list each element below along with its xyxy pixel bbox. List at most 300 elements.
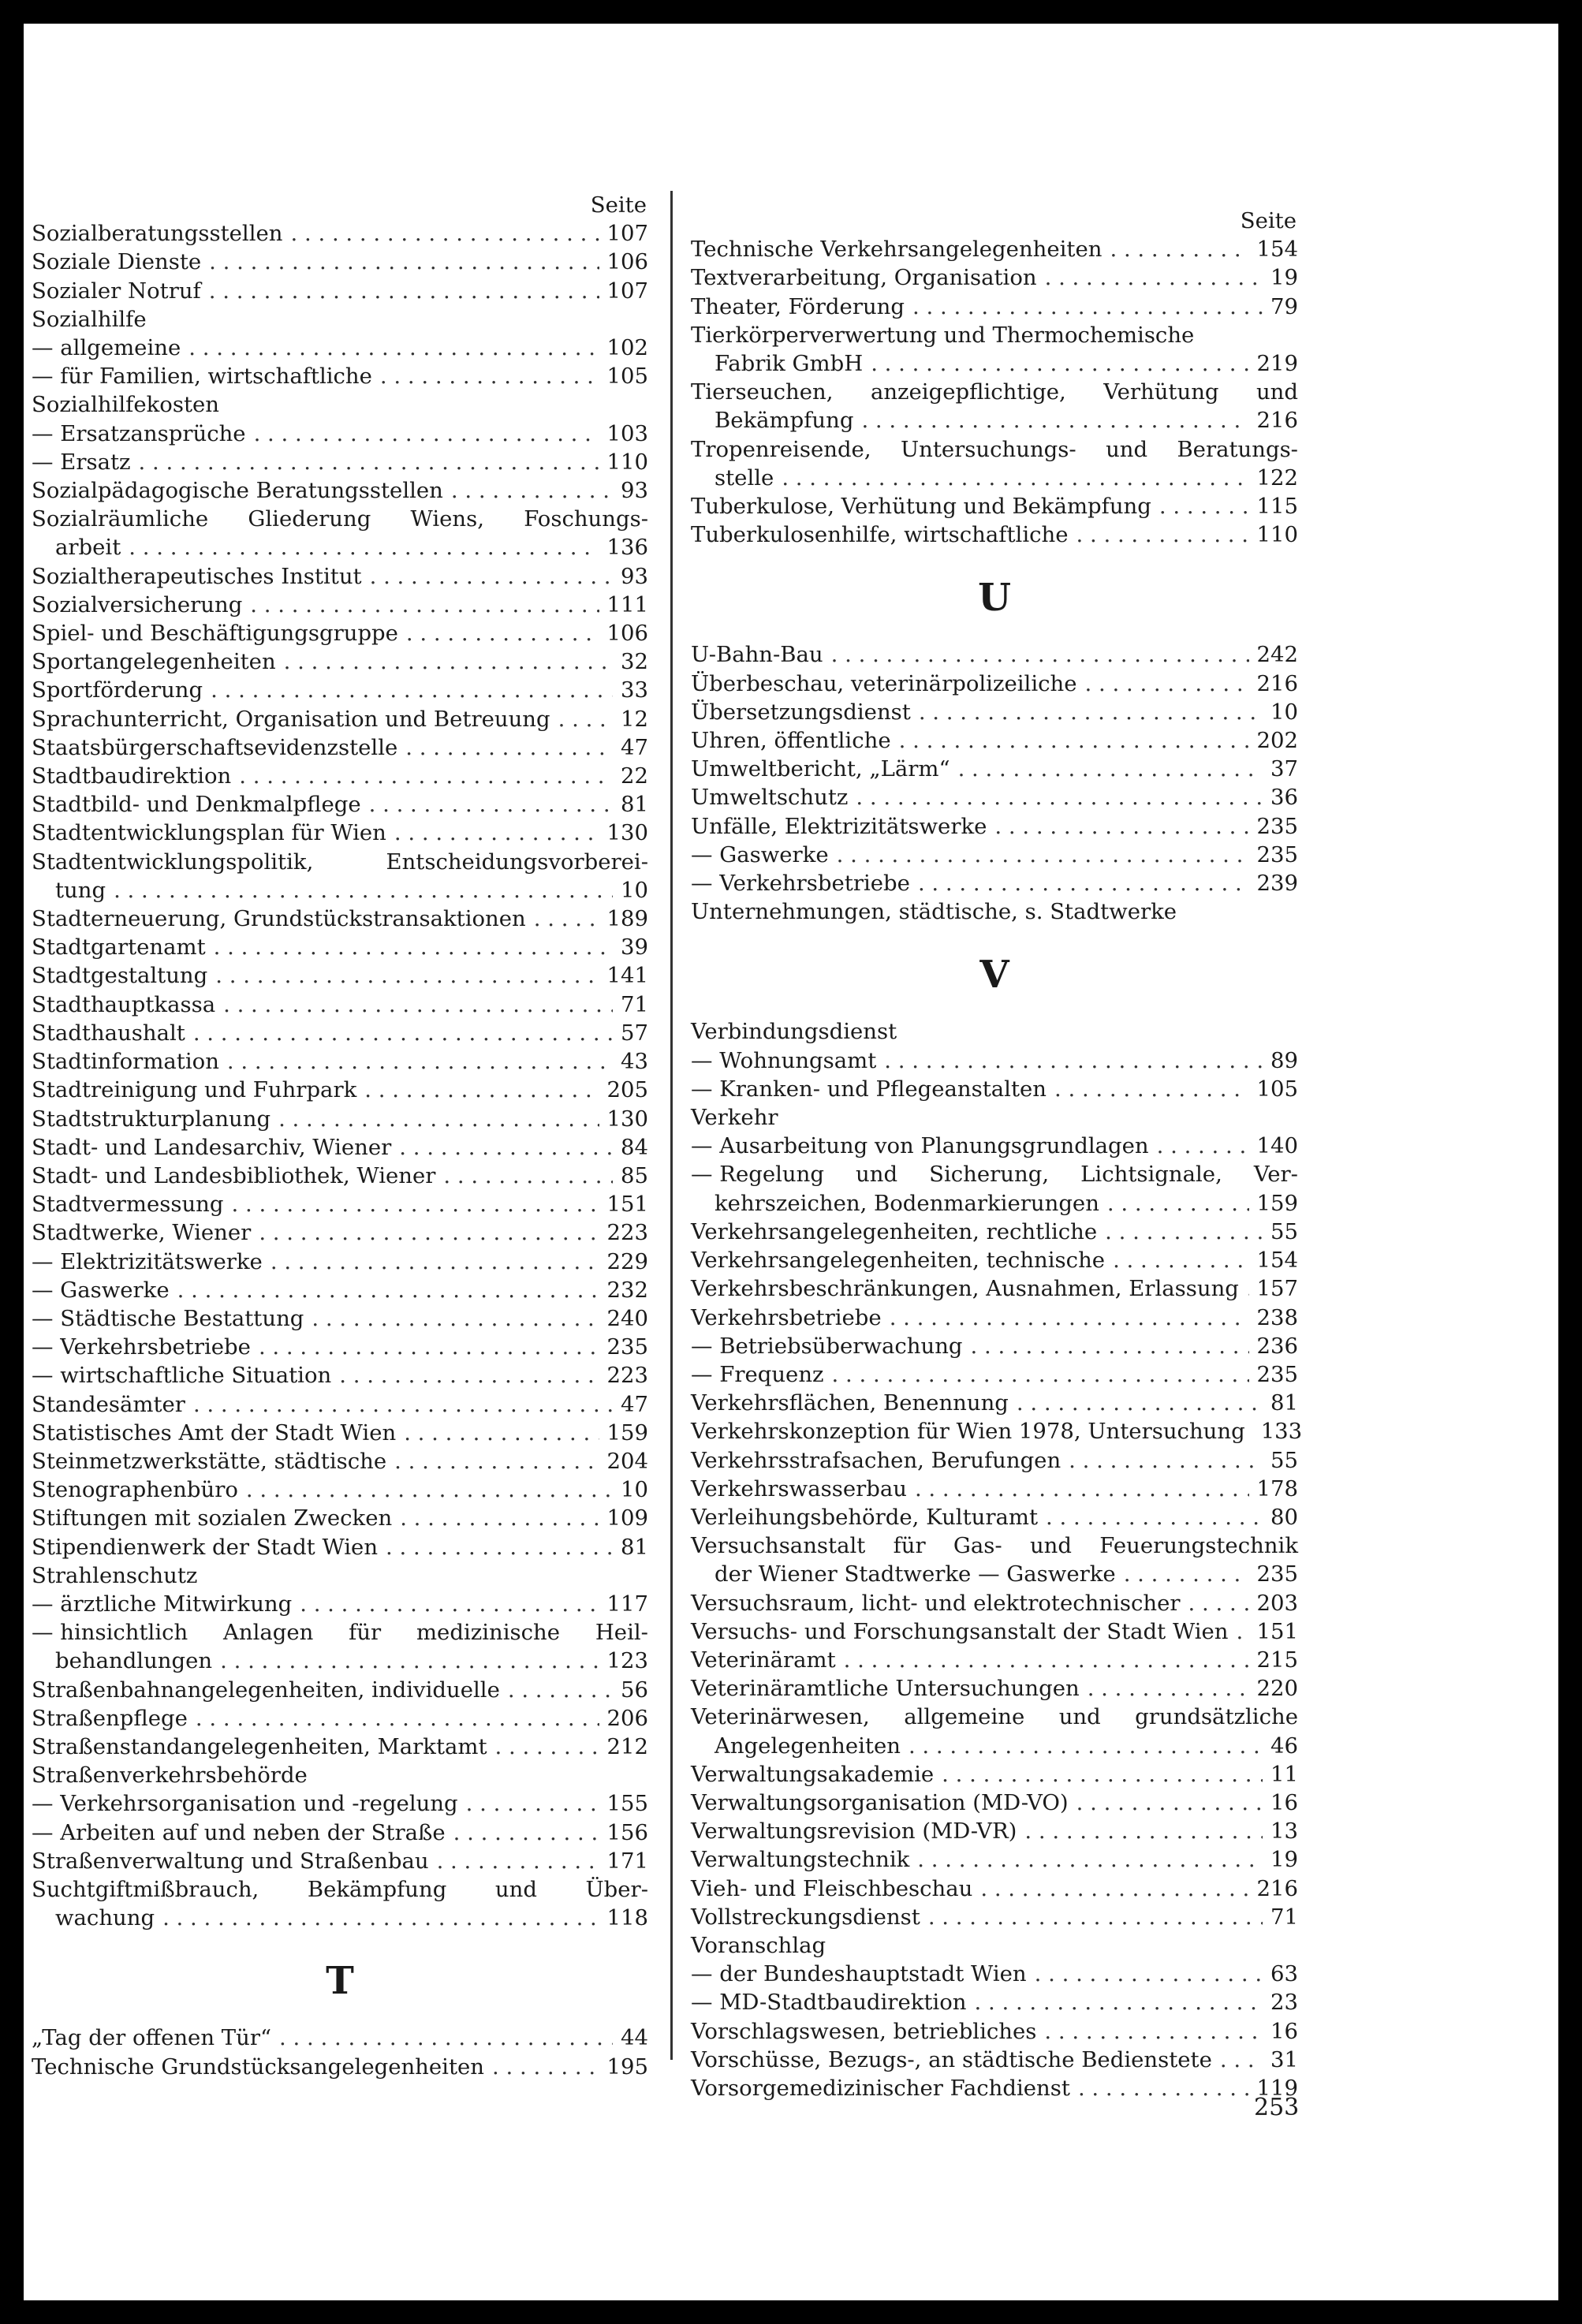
- dot-leader: [437, 1847, 599, 1875]
- entry-page-number: 10: [621, 877, 648, 903]
- entry-word: Feuerungstechnik: [1099, 1533, 1298, 1559]
- entry-term: Stadtgestaltung: [32, 963, 208, 989]
- entry-page-number: 130: [606, 1106, 648, 1132]
- dot-leader: [1069, 1446, 1263, 1475]
- index-entry: [691, 2046, 1298, 2074]
- dot-leader: [871, 349, 1248, 378]
- index-entry: [691, 464, 1298, 492]
- index-entry: [32, 1304, 648, 1333]
- dot-leader: [1046, 1503, 1263, 1531]
- dot-leader: [890, 1304, 1249, 1332]
- index-entry: [691, 1674, 1298, 1703]
- entry-word: Über-: [585, 1876, 648, 1902]
- entry-page-number: 155: [606, 1791, 648, 1817]
- index-entry: [32, 1047, 648, 1076]
- entry-term: Stadt- und Landesbibliothek, Wiener: [32, 1162, 436, 1188]
- index-heading-entry: Tierkörperverwertung und Thermochemische: [691, 322, 1195, 348]
- dot-leader: [369, 790, 613, 819]
- entry-page-number: 159: [606, 1419, 648, 1446]
- entry-page-number: 216: [1256, 670, 1298, 696]
- index-entry: [691, 263, 1298, 292]
- dot-leader: [917, 1845, 1263, 1874]
- index-entry: [691, 406, 1298, 435]
- dot-leader: [831, 640, 1249, 669]
- entry-page-number: 55: [1270, 1218, 1298, 1244]
- dot-leader: [1088, 1674, 1249, 1703]
- entry-page-number: 130: [606, 820, 648, 846]
- entry-term: — Kranken- und Pflegeanstalten: [691, 1076, 1047, 1102]
- entry-word: Veterinärwesen,: [691, 1704, 870, 1730]
- entry-term: Überbeschau, veterinärpolizeiliche: [691, 670, 1077, 696]
- entry-page-number: 110: [606, 449, 648, 475]
- entry-page-number: 117: [606, 1591, 648, 1617]
- dot-leader: [1113, 1246, 1248, 1274]
- index-entry: [32, 420, 648, 448]
- index-heading-entry: Unternehmungen, städtische, s. Stadtwerke: [691, 899, 1177, 925]
- entry-term: Straßenstandangelegenheiten, Marktamt: [32, 1733, 487, 1759]
- index-entry: [691, 1960, 1298, 1988]
- entry-page-number: 235: [1256, 1361, 1298, 1387]
- entry-term: — Wohnungsamt: [691, 1047, 877, 1073]
- entry-term: Verkehrsbetriebe: [691, 1304, 882, 1330]
- dot-leader: [832, 1360, 1249, 1389]
- index-entry-wrapped-line: [32, 1875, 648, 1904]
- entry-word: Foschungs-: [524, 506, 648, 532]
- dot-leader: [975, 1988, 1263, 2016]
- entry-term: Vollstreckungsdienst: [691, 1904, 920, 1930]
- entry-page-number: 203: [1256, 1590, 1298, 1616]
- entry-term: Theater, Förderung: [691, 293, 905, 319]
- entry-page-number: 55: [1270, 1447, 1298, 1473]
- dot-leader: [971, 1332, 1249, 1360]
- index-heading-entry: Verkehr: [691, 1105, 778, 1131]
- index-entry: [32, 705, 648, 733]
- entry-page-number: 235: [606, 1334, 648, 1360]
- entry-page-number: 195: [606, 2054, 648, 2080]
- dot-leader: [558, 705, 613, 733]
- entry-word: Sicherung,: [929, 1162, 1050, 1188]
- index-entry: [691, 1646, 1298, 1674]
- entry-term: kehrszeichen, Bodenmarkierungen: [715, 1190, 1099, 1216]
- index-entry: [691, 670, 1298, 698]
- index-entry: [691, 1475, 1298, 1503]
- entry-page-number: 216: [1256, 408, 1298, 434]
- dot-leader: [451, 476, 613, 505]
- entry-page-number: 239: [1256, 871, 1298, 897]
- index-entry: [32, 1248, 648, 1276]
- dot-leader: [1159, 492, 1249, 520]
- dot-leader: [196, 1704, 599, 1733]
- index-entry: [32, 819, 648, 847]
- section-letter-heading: T: [326, 1959, 354, 2004]
- index-entry: [32, 2053, 648, 2081]
- index-entry-wrapped-line: [691, 435, 1298, 464]
- entry-page-number: 33: [621, 677, 648, 703]
- dot-leader: [1237, 1617, 1249, 1646]
- entry-term: Verwaltungsorganisation (MD-VO): [691, 1789, 1069, 1815]
- entry-term: U-Bahn-Bau: [691, 642, 823, 668]
- entry-page-number: 46: [1270, 1733, 1298, 1759]
- entry-page-number: 118: [606, 1905, 648, 1931]
- entry-term: Fabrik GmbH: [715, 351, 864, 377]
- entry-term: „Tag der offenen Tür“: [32, 2025, 272, 2051]
- index-entry: [32, 933, 648, 961]
- entry-term: — Gaswerke: [32, 1277, 170, 1303]
- dot-leader: [259, 1333, 599, 1361]
- dot-leader: [227, 1047, 613, 1076]
- index-entry: [691, 1789, 1298, 1817]
- entry-word: und: [1029, 1533, 1072, 1559]
- dot-leader: [246, 1475, 613, 1504]
- entry-word: Wiens,: [410, 506, 484, 532]
- dot-leader: [1078, 2074, 1249, 2102]
- entry-term: — Verkehrsorganisation und -regelung: [32, 1791, 458, 1817]
- entry-term: Sozialversicherung: [32, 591, 243, 617]
- index-entry: [32, 1133, 648, 1162]
- entry-page-number: 212: [606, 1733, 648, 1759]
- entry-page-number: 47: [621, 1391, 648, 1417]
- entry-page-number: 57: [621, 1020, 648, 1046]
- entry-word: Heil-: [595, 1620, 648, 1646]
- entry-term: Stadthauptkassa: [32, 991, 216, 1017]
- dot-leader: [370, 562, 613, 591]
- entry-term: — für Familien, wirtschaftliche: [32, 364, 372, 390]
- entry-page-number: 206: [606, 1705, 648, 1731]
- dot-leader: [271, 1248, 599, 1276]
- entry-page-number: 103: [606, 420, 648, 446]
- entry-word: Bekämpfung: [307, 1876, 447, 1902]
- index-entry: [32, 591, 648, 619]
- entry-word: Sozialräumliche: [32, 506, 209, 532]
- entry-page-number: 81: [1270, 1390, 1298, 1416]
- entry-page-number: 56: [621, 1677, 648, 1703]
- entry-term: Vorschüsse, Bezugs-, an städtische Bedienstete: [691, 2046, 1212, 2072]
- entry-term: Technische Grundstücksangelegenheiten: [32, 2054, 484, 2080]
- entry-page-number: 220: [1256, 1676, 1298, 1702]
- index-entry: [691, 1246, 1298, 1274]
- dot-leader: [215, 961, 599, 990]
- dot-leader: [495, 1733, 599, 1761]
- entry-word: medizinische: [416, 1620, 561, 1646]
- index-entry: [32, 533, 648, 561]
- entry-term: — Ersatzansprüche: [32, 420, 246, 446]
- entry-page-number: 151: [606, 1192, 648, 1218]
- index-heading-entry: Sozialhilfe: [32, 306, 147, 332]
- dot-leader: [239, 762, 613, 790]
- index-column-right: [691, 207, 1303, 2102]
- index-entry: [691, 1189, 1298, 1218]
- entry-page-number: 93: [621, 563, 648, 589]
- index-entry: [32, 990, 648, 1019]
- entry-term: — der Bundeshauptstadt Wien: [691, 1961, 1027, 1987]
- index-entry-wrapped-line: [691, 378, 1298, 406]
- entry-term: Uhren, öffentliche: [691, 728, 891, 754]
- index-entry: [32, 961, 648, 990]
- entry-page-number: 111: [606, 591, 648, 617]
- entry-term: Stadtbild- und Denkmalpflege: [32, 792, 361, 818]
- dot-leader: [443, 1162, 613, 1190]
- entry-term: — allgemeine: [32, 335, 181, 361]
- entry-term: wachung: [55, 1905, 155, 1931]
- index-entry: [32, 1647, 648, 1675]
- entry-term: Veterinäramtliche Untersuchungen: [691, 1676, 1080, 1702]
- entry-term: der Wiener Stadtwerke — Gaswerke: [715, 1561, 1116, 1587]
- entry-page-number: 81: [621, 792, 648, 818]
- entry-page-number: 178: [1256, 1475, 1298, 1501]
- index-entry-wrapped-line: [32, 848, 648, 876]
- dot-leader: [364, 1076, 599, 1104]
- dot-leader: [209, 248, 599, 276]
- entry-word: Gliederung: [248, 506, 371, 532]
- entry-term: Versuchsraum, licht- und elektrotechnischer: [691, 1590, 1181, 1616]
- dot-leader: [1054, 1075, 1249, 1103]
- entry-page-number: 63: [1270, 1961, 1298, 1987]
- dot-leader: [958, 755, 1263, 783]
- entry-page-number: 219: [1256, 351, 1298, 377]
- entry-page-number: 216: [1256, 1875, 1298, 1901]
- entry-term: Stadtreinigung und Fuhrpark: [32, 1077, 357, 1103]
- dot-leader: [534, 905, 599, 933]
- dot-leader: [466, 1789, 599, 1818]
- entry-page-number: 235: [1256, 1561, 1298, 1587]
- entry-page-number: 136: [606, 535, 648, 561]
- entry-term: — ärztliche Mitwirkung: [32, 1591, 293, 1617]
- entry-term: behandlungen: [55, 1648, 213, 1674]
- entry-page-number: 107: [606, 221, 648, 247]
- index-entry: [32, 876, 648, 905]
- dot-leader: [492, 2053, 599, 2081]
- dot-leader: [232, 1190, 599, 1218]
- dot-leader: [1017, 1389, 1263, 1417]
- entry-page-number: 37: [1270, 756, 1298, 782]
- entry-term: Stadthaushalt: [32, 1020, 185, 1046]
- index-entry: [691, 640, 1298, 669]
- dot-leader: [928, 1903, 1263, 1931]
- entry-term: Stadtentwicklungsplan für Wien: [32, 820, 386, 846]
- entry-term: Umweltbericht, „Lärm“: [691, 756, 950, 782]
- dot-leader: [279, 2024, 613, 2052]
- entry-word: Untersuchungs-: [900, 436, 1076, 462]
- index-entry: [691, 1274, 1298, 1303]
- entry-page-number: 229: [606, 1248, 648, 1274]
- entry-term: Übersetzungsdienst: [691, 699, 911, 725]
- entry-page-number: 223: [606, 1363, 648, 1389]
- dot-leader: [1188, 1589, 1249, 1617]
- entry-term: Staatsbürgerschaftsevidenzstelle: [32, 734, 398, 760]
- index-entry: [32, 1276, 648, 1304]
- index-entry: [691, 349, 1298, 378]
- entry-word: anzeigepflichtige,: [870, 379, 1066, 405]
- entry-page-number: 32: [621, 649, 648, 675]
- entry-term: — Städtische Bestattung: [32, 1305, 304, 1331]
- entry-term: Stadtstrukturplanung: [32, 1106, 271, 1132]
- dot-leader: [918, 869, 1249, 897]
- index-entry: [691, 520, 1298, 549]
- entry-term: Stadtgartenamt: [32, 934, 206, 961]
- document-page: [24, 24, 1558, 2300]
- entry-word: — hinsichtlich: [32, 1620, 188, 1646]
- entry-page-number: 16: [1270, 2018, 1298, 2044]
- entry-term: Stadtbaudirektion: [32, 763, 232, 789]
- dot-leader: [278, 1105, 599, 1133]
- index-entry: [32, 676, 648, 704]
- entry-page-number: 109: [606, 1505, 648, 1531]
- entry-term: — Arbeiten auf und neben der Straße: [32, 1819, 446, 1845]
- index-entry: [691, 1332, 1298, 1360]
- index-entry: [691, 1560, 1298, 1588]
- entry-term: Straßenpflege: [32, 1705, 188, 1731]
- entry-page-number: 89: [1270, 1047, 1298, 1073]
- entry-word: für: [893, 1533, 926, 1559]
- entry-word: Tropenreisende,: [691, 436, 871, 462]
- dot-leader: [919, 698, 1263, 726]
- dot-leader: [980, 1874, 1248, 1903]
- index-entry: [691, 1732, 1298, 1760]
- dot-leader: [394, 819, 599, 847]
- index-entry: [691, 492, 1298, 520]
- index-entry: [691, 2017, 1298, 2046]
- entry-word: grundsätzliche: [1135, 1704, 1298, 1730]
- entry-page-number: 81: [621, 1534, 648, 1560]
- column-header-seite: Seite: [1240, 208, 1297, 233]
- entry-page-number: 23: [1270, 1990, 1298, 2016]
- entry-page-number: 235: [1256, 813, 1298, 839]
- index-entry: [32, 619, 648, 647]
- index-entry: [691, 1389, 1298, 1417]
- entry-page-number: 105: [1256, 1076, 1298, 1102]
- index-entry: [32, 219, 648, 248]
- entry-word: Tierseuchen,: [691, 379, 834, 405]
- dot-leader: [1157, 1132, 1249, 1160]
- entry-word: Lichtsignale,: [1080, 1162, 1222, 1188]
- entry-word: Stadtentwicklungspolitik,: [32, 849, 314, 875]
- entry-page-number: 79: [1270, 293, 1298, 319]
- entry-page-number: 141: [606, 963, 648, 989]
- entry-term: Tuberkulose, Verhütung und Bekämpfung: [691, 494, 1151, 520]
- entry-word: Suchtgiftmißbrauch,: [32, 1876, 259, 1902]
- index-entry: [32, 1733, 648, 1761]
- dot-leader: [188, 334, 599, 362]
- index-entry: [32, 362, 648, 390]
- entry-page-number: 13: [1270, 1819, 1298, 1845]
- dot-leader: [209, 277, 599, 305]
- section-letter-heading: U: [978, 576, 1011, 621]
- index-entry: [691, 1132, 1298, 1160]
- dot-leader: [1220, 2046, 1263, 2074]
- entry-term: Verkehrsflächen, Benennung: [691, 1390, 1009, 1416]
- dot-leader: [1045, 263, 1263, 292]
- entry-term: Bekämpfung: [715, 408, 854, 434]
- entry-word: und: [494, 1876, 537, 1902]
- dot-leader: [399, 1133, 613, 1162]
- entry-term: — Frequenz: [691, 1361, 824, 1387]
- dot-leader: [1085, 670, 1249, 698]
- entry-term: Angelegenheiten: [715, 1733, 901, 1759]
- dot-leader: [1024, 1817, 1263, 1845]
- entry-page-number: 159: [1256, 1190, 1298, 1216]
- dot-leader: [193, 1390, 613, 1419]
- entry-word: Entscheidungsvorberei-: [386, 849, 648, 875]
- index-entry: [691, 1075, 1298, 1103]
- dot-leader: [1076, 1789, 1263, 1817]
- entry-page-number: 157: [1256, 1276, 1298, 1302]
- entry-term: Veterinäramt: [691, 1647, 836, 1673]
- entry-term: Verkehrsstrafsachen, Berufungen: [691, 1447, 1062, 1473]
- index-entry: [691, 1446, 1298, 1475]
- index-entry-wrapped-line: [691, 1160, 1298, 1188]
- dot-leader: [1247, 1274, 1249, 1303]
- index-entry: [32, 562, 648, 591]
- entry-page-number: 236: [1256, 1333, 1298, 1359]
- entry-word: und: [1256, 379, 1298, 405]
- entry-page-number: 202: [1256, 728, 1298, 754]
- index-entry: [32, 277, 648, 305]
- dot-leader: [782, 464, 1248, 492]
- index-column-left: [32, 191, 648, 2081]
- entry-page-number: 93: [621, 478, 648, 504]
- index-heading-entry: Sozialhilfekosten: [32, 392, 219, 418]
- entry-page-number: 242: [1256, 642, 1298, 668]
- index-entry: [32, 1447, 648, 1475]
- entry-term: stelle: [715, 464, 774, 491]
- entry-term: Verwaltungstechnik: [691, 1847, 910, 1873]
- column-divider: [670, 191, 673, 2060]
- entry-term: Verwaltungsakademie: [691, 1761, 935, 1787]
- entry-term: tung: [55, 877, 106, 903]
- entry-page-number: 39: [621, 934, 648, 961]
- entry-term: Stadt- und Landesarchiv, Wiener: [32, 1134, 392, 1160]
- entry-term: — wirtschaftliche Situation: [32, 1363, 332, 1389]
- entry-page-number: 223: [606, 1220, 648, 1246]
- entry-page-number: 240: [606, 1305, 648, 1331]
- dot-leader: [406, 619, 599, 647]
- index-entry: [691, 1874, 1298, 1903]
- entry-page-number: 85: [621, 1162, 648, 1188]
- entry-term: Straßenverwaltung und Straßenbau: [32, 1848, 429, 1874]
- entry-page-number: 156: [606, 1819, 648, 1845]
- index-entry: [32, 1475, 648, 1504]
- entry-page-number: 205: [606, 1077, 648, 1103]
- dot-leader: [259, 1218, 599, 1247]
- dot-leader: [254, 420, 599, 448]
- entry-page-number: 235: [1256, 841, 1298, 867]
- entry-page-number: 71: [621, 991, 648, 1017]
- index-entry: [691, 726, 1298, 755]
- entry-page-number: 102: [606, 335, 648, 361]
- entry-page-number: 10: [1270, 699, 1298, 725]
- section-letter-heading: V: [979, 953, 1009, 998]
- dot-leader: [915, 1475, 1249, 1503]
- entry-term: Statistisches Amt der Stadt Wien: [32, 1419, 397, 1446]
- entry-page-number: 71: [1270, 1904, 1298, 1930]
- entry-word: allgemeine: [904, 1704, 1025, 1730]
- dot-leader: [291, 219, 599, 248]
- index-entry: [691, 1503, 1298, 1531]
- entry-term: Stadtwerke, Wiener: [32, 1220, 252, 1246]
- dot-leader: [1105, 1218, 1263, 1246]
- index-entries-right: [691, 235, 1303, 2102]
- index-entry: [691, 1218, 1298, 1246]
- entry-page-number: 80: [1270, 1504, 1298, 1530]
- entry-page-number: 204: [606, 1448, 648, 1474]
- entry-page-number: 107: [606, 278, 648, 304]
- dot-leader: [912, 293, 1263, 321]
- index-entry: [32, 1419, 648, 1447]
- index-entry-wrapped-line: [691, 1531, 1298, 1560]
- index-entry: [32, 762, 648, 790]
- index-entry: [691, 1845, 1298, 1874]
- entry-word: und: [1106, 436, 1148, 462]
